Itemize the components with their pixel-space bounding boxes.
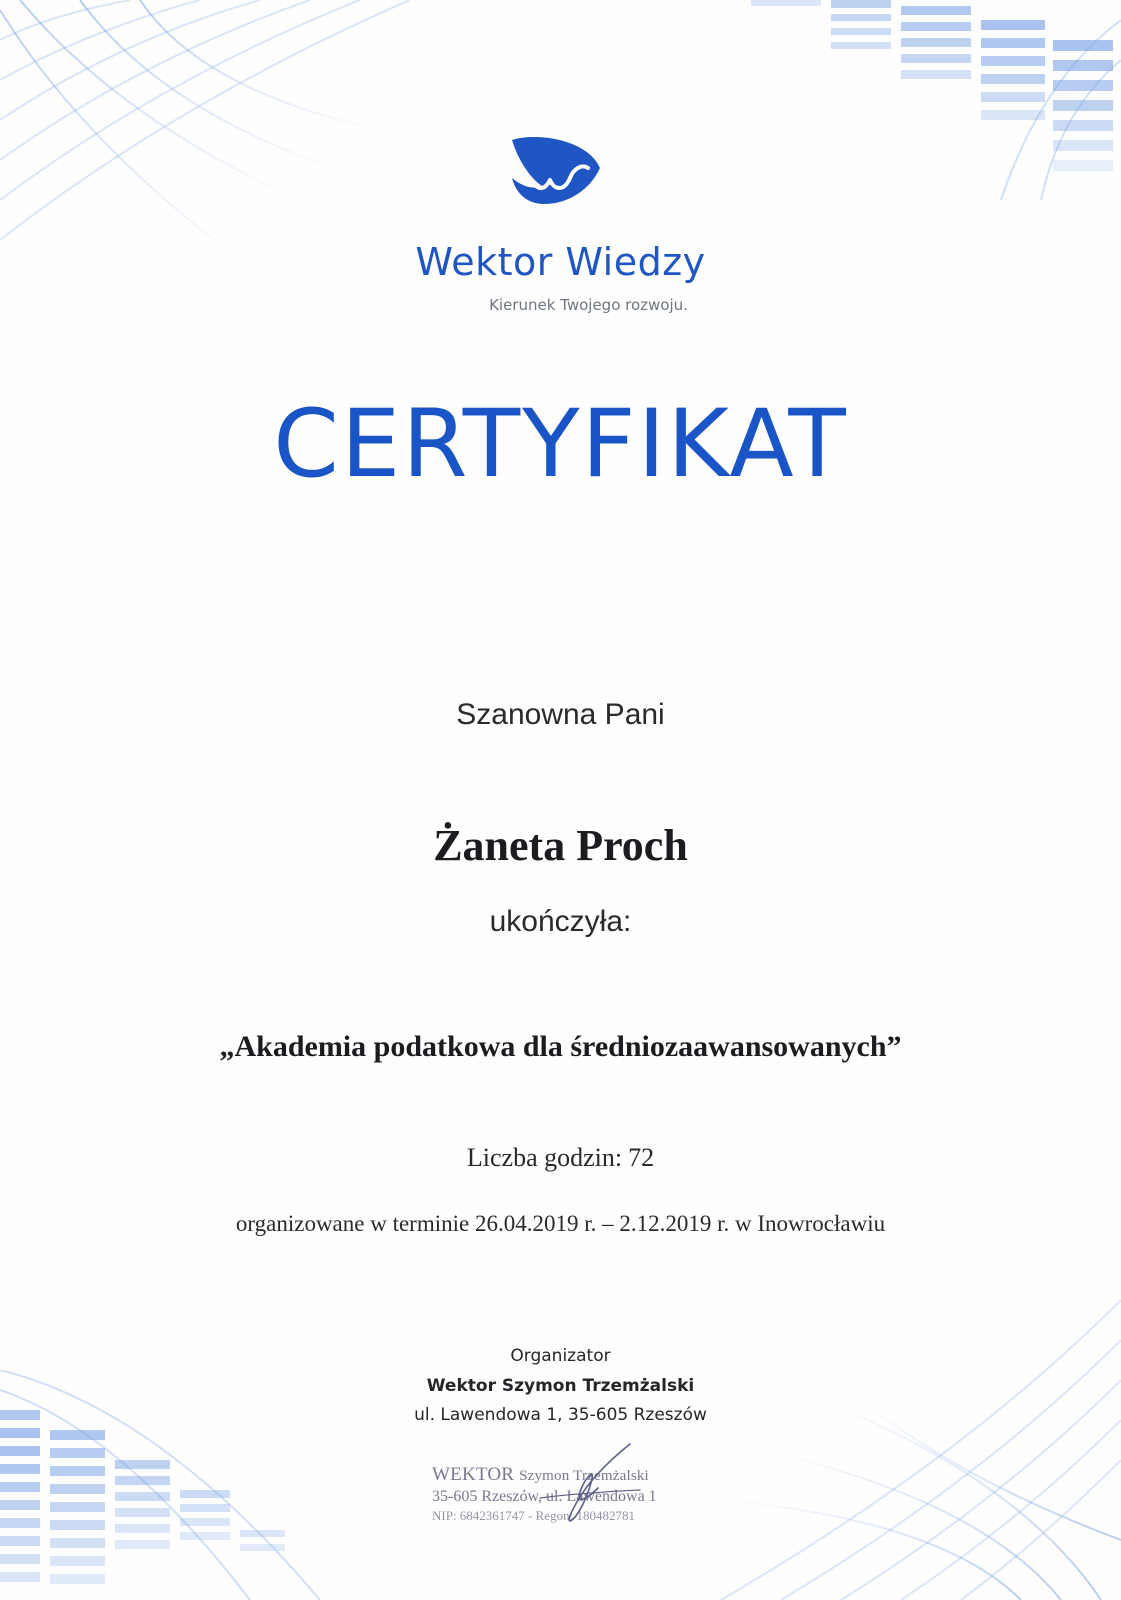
signature xyxy=(520,1440,650,1530)
course-name: „Akademia podatkowa dla średniozaawansowanych” xyxy=(219,1030,902,1063)
corner-decoration-bottom-right xyxy=(661,1280,1121,1600)
brand-tagline: Kierunek Twojego rozwoju. xyxy=(489,296,688,314)
salutation: Szanowna Pani xyxy=(456,698,665,731)
stamp-tax-ids: NIP: 6842361747 - Regon: 180482781 xyxy=(432,1508,635,1523)
completed-label: ukończyła: xyxy=(489,905,632,938)
hours-line xyxy=(0,1143,1121,1173)
organizer-address: ul. Lawendowa 1, 35-605 Rzeszów xyxy=(414,1405,707,1425)
wave-logo-icon xyxy=(508,134,604,210)
hours-value: 72 xyxy=(628,1143,655,1172)
brand-name: Wektor Wiedzy xyxy=(415,240,706,284)
organizer-name: Wektor Szymon Trzemżalski xyxy=(426,1376,695,1396)
stamp-address: 35-605 Rzeszów, ul. Lawendowa 1 xyxy=(432,1488,657,1505)
hours-label: Liczba godzin: xyxy=(466,1143,623,1172)
stamp-owner: Szymon Trzemżalski xyxy=(519,1468,649,1484)
certificate-title: CERTYFIKAT xyxy=(273,390,848,499)
course-dates: organizowane w terminie 26.04.2019 r. – 2.12.2019 r. w Inowrocławiu xyxy=(235,1211,886,1236)
recipient-name: Żaneta Proch xyxy=(433,821,688,870)
organizer-label: Organizator xyxy=(510,1346,611,1366)
stamp-company: WEKTOR xyxy=(432,1464,515,1485)
corner-decoration-top-right xyxy=(741,0,1121,200)
